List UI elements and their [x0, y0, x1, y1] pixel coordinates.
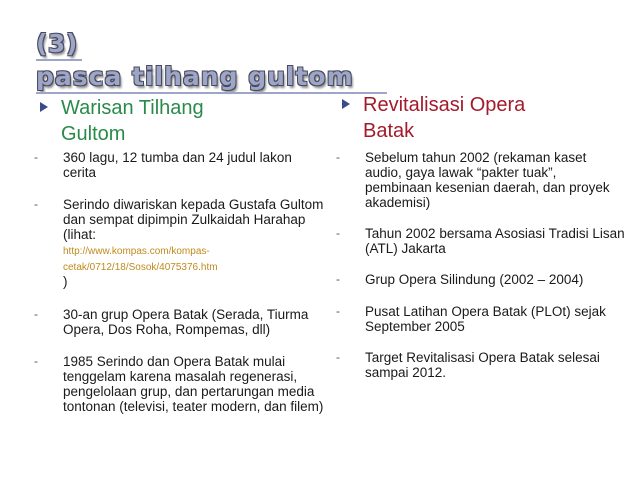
list-item-text: Tahun 2002 bersama Asosiasi Tradisi Lisan (ATL) Jakarta [365, 226, 625, 256]
list-item-text: Target Revitalisasi Opera Batak selesai sampai 2012. [365, 350, 600, 380]
list-item-text: Grup Opera Silindung (2002 – 2004) [365, 272, 584, 287]
right-list [336, 150, 626, 380]
list-item [34, 150, 324, 180]
list-item-text: Pusat Latihan Opera Batak (PLOt) sejak September 2005 [365, 304, 606, 334]
left-heading-line2: Gultom [61, 123, 126, 145]
dash-bullet-icon: - [336, 350, 340, 364]
list-item [34, 354, 324, 414]
dash-bullet-icon: - [336, 304, 340, 318]
list-item-text: 30-an grup Opera Batak (Serada, Tiurma Opera, Dos Roha, Rompemas, dll) [63, 307, 309, 337]
list-item [336, 350, 626, 380]
arrow-bullet-icon [40, 102, 48, 112]
left-heading-line1: Warisan Tilhang [61, 97, 204, 119]
list-item [336, 226, 626, 256]
list-item-text: Serindo diwariskan kepada Gustafa Gultom dan sempat dipimpin Zulkaidah Harahap (lihat: [63, 197, 324, 242]
dash-bullet-icon: - [34, 197, 38, 211]
dash-bullet-icon: - [336, 150, 340, 164]
slide-title: pasca tilhang gultom [36, 62, 354, 91]
dash-bullet-icon: - [34, 150, 38, 164]
dash-bullet-icon: - [34, 354, 38, 368]
list-item [336, 272, 626, 287]
slide-number: (3) [36, 29, 78, 58]
title-underline [36, 92, 387, 94]
dash-bullet-icon: - [34, 307, 38, 321]
list-item-text: 360 lagu, 12 tumba dan 24 judul lakon cerita [63, 150, 292, 180]
list-item-text-end: ) [63, 274, 68, 289]
list-item-text: 1985 Serindo dan Opera Batak mulai tenggelam karena masalah regenerasi, pengelolaan grup, dan pertarungan media tontonan (televisi, teater modern, dan filem) [63, 354, 324, 414]
dash-bullet-icon: - [336, 226, 340, 240]
list-item [336, 304, 626, 334]
list-item [34, 197, 324, 289]
right-heading [336, 92, 626, 144]
title-underline [36, 59, 82, 61]
right-column [336, 92, 626, 380]
left-column [34, 95, 324, 414]
right-heading-line2: Batak [363, 120, 415, 142]
source-link[interactable]: http://www.kompas.com/kompas-cetak/0712/18/Sosok/4075376.htm [63, 246, 218, 273]
arrow-bullet-icon [342, 99, 350, 109]
left-heading [34, 95, 324, 147]
dash-bullet-icon: - [336, 272, 340, 286]
list-item [336, 150, 626, 210]
list-item [34, 307, 324, 337]
left-list [34, 150, 324, 414]
list-item-text: Sebelum tahun 2002 (rekaman kaset audio, gaya lawak “pakter tuak”, pembinaan kesenian daerah, dan proyek akademisi) [365, 150, 610, 210]
right-heading-line1: Revitalisasi Opera [363, 94, 526, 116]
